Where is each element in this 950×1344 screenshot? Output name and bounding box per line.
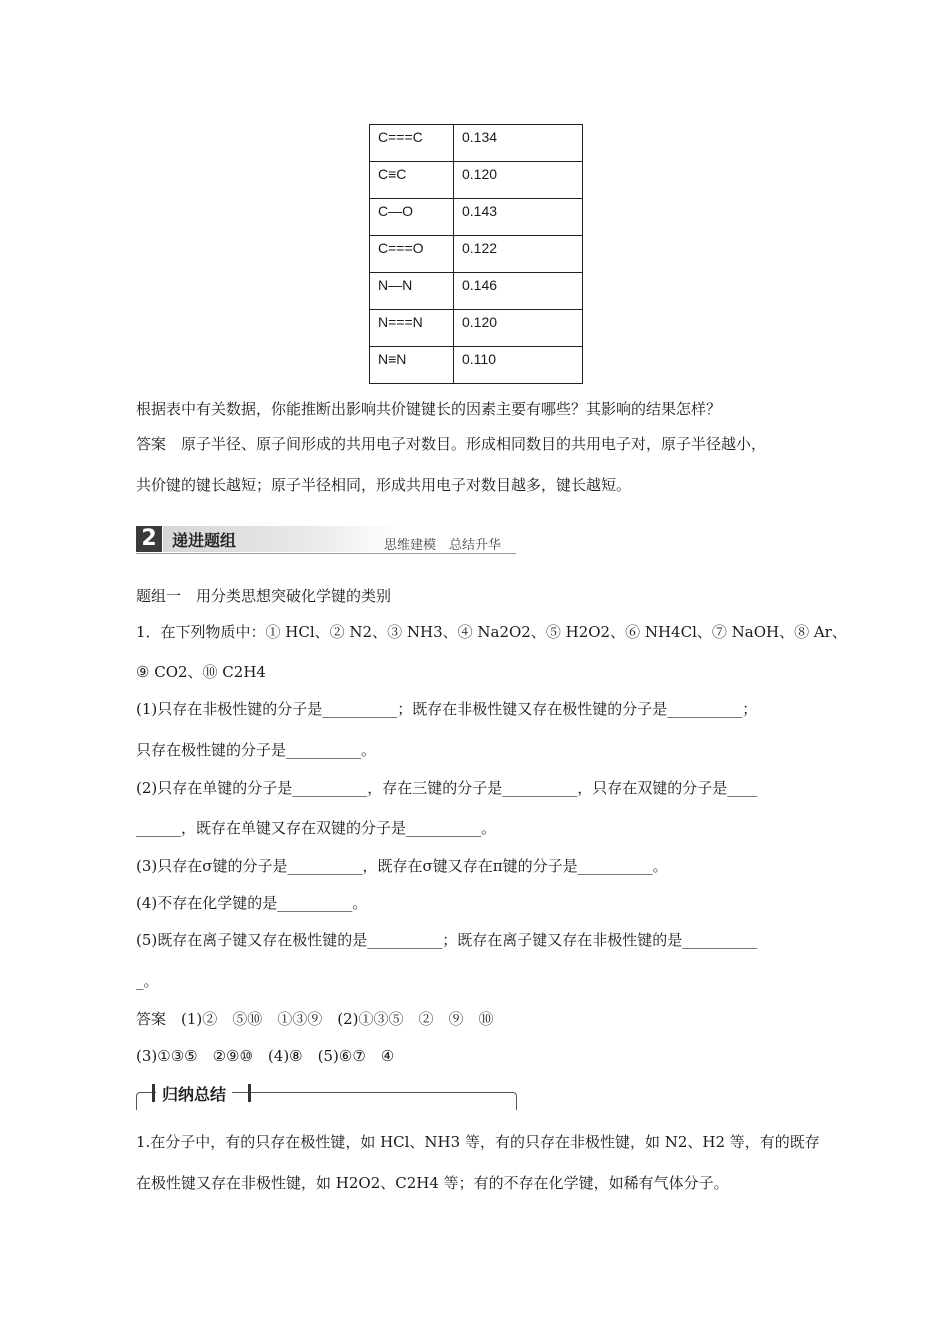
subquestion-3: (3)只存在σ键的分子是__________，既存在σ键又存在π键的分子是__________。 xyxy=(136,857,668,875)
value-cell: 0.122 xyxy=(454,236,583,273)
subquestion-5-cont: _。 xyxy=(136,972,159,990)
subquestion-1: (1)只存在非极性键的分子是__________；既存在非极性键又存在极性键的分子是__________； xyxy=(136,700,758,718)
value-cell: 0.143 xyxy=(454,199,583,236)
summary-bar-right xyxy=(248,1084,251,1102)
bond-cell: C===O xyxy=(370,236,454,273)
bond-cell: N≡N xyxy=(370,347,454,384)
bond-cell: C≡C xyxy=(370,162,454,199)
bond-cell: C—O xyxy=(370,199,454,236)
summary-bar-left xyxy=(152,1084,155,1102)
table-row xyxy=(370,347,583,384)
section-subtitle: 思维建模 总结升华 xyxy=(384,538,502,553)
summary-header xyxy=(136,1082,517,1110)
answer-line: 共价键的键长越短；原子半径相同，形成共用电子对数目越多，键长越短。 xyxy=(136,476,632,494)
answer-line: (3)①③⑤ ②⑨⑩ (4)⑧ (5)⑥⑦ ④ xyxy=(136,1047,395,1065)
table-row xyxy=(370,162,583,199)
question-line: ⑨ CO2、⑩ C2H4 xyxy=(136,663,266,681)
table-row xyxy=(370,273,583,310)
section-number: 2 xyxy=(136,526,162,552)
bond-cell: C===C xyxy=(370,125,454,162)
question-text: 根据表中有关数据，你能推断出影响共价键键长的因素主要有哪些？其影响的结果怎样？ xyxy=(136,400,722,418)
subquestion-2-cont: ______，既存在单键又存在双键的分子是__________。 xyxy=(136,819,497,837)
subquestion-1-cont: 只存在极性键的分子是__________。 xyxy=(136,741,377,759)
answer-line: 答案 (1)② ⑤⑩ ①③⑨ (2)①③⑤ ② ⑨ ⑩ xyxy=(136,1010,494,1028)
summary-line: 在极性键又存在非极性键，如 H2O2、C2H4 等；有的不存在化学键，如稀有气体分子。 xyxy=(136,1174,729,1192)
value-cell: 0.110 xyxy=(454,347,583,384)
summary-label: 归纳总结 xyxy=(156,1082,232,1105)
table-row xyxy=(370,236,583,273)
subquestion-5: (5)既存在离子键又存在极性键的是__________；既存在离子键又存在非极性键的是__________ xyxy=(136,931,758,949)
value-cell: 0.120 xyxy=(454,310,583,347)
banner-underline xyxy=(136,553,516,554)
bond-cell: N===N xyxy=(370,310,454,347)
answer-line: 答案 原子半径、原子间形成的共用电子对数目。形成相同数目的共用电子对，原子半径越小， xyxy=(136,435,767,453)
question-line: 1．在下列物质中：① HCl、② N2、③ NH3、④ Na2O2、⑤ H2O2、⑥ NH4Cl、⑦ NaOH、⑧ Ar、 xyxy=(136,623,847,641)
section-banner xyxy=(136,526,516,554)
table-row xyxy=(370,310,583,347)
value-cell: 0.134 xyxy=(454,125,583,162)
subquestion-2: (2)只存在单键的分子是__________，存在三键的分子是__________，只存在双键的分子是____ xyxy=(136,779,758,797)
value-cell: 0.120 xyxy=(454,162,583,199)
bond-length-table xyxy=(369,124,583,384)
bond-cell: N—N xyxy=(370,273,454,310)
subquestion-4: (4)不存在化学键的是__________。 xyxy=(136,894,368,912)
summary-line: 1.在分子中，有的只存在极性键，如 HCl、NH3 等，有的只存在非极性键，如 N2、H2 等，有的既存 xyxy=(136,1133,820,1151)
table-row xyxy=(370,125,583,162)
table-row xyxy=(370,199,583,236)
section-title: 递进题组 xyxy=(172,531,237,550)
group-title: 题组一 用分类思想突破化学键的类别 xyxy=(136,587,392,605)
value-cell: 0.146 xyxy=(454,273,583,310)
